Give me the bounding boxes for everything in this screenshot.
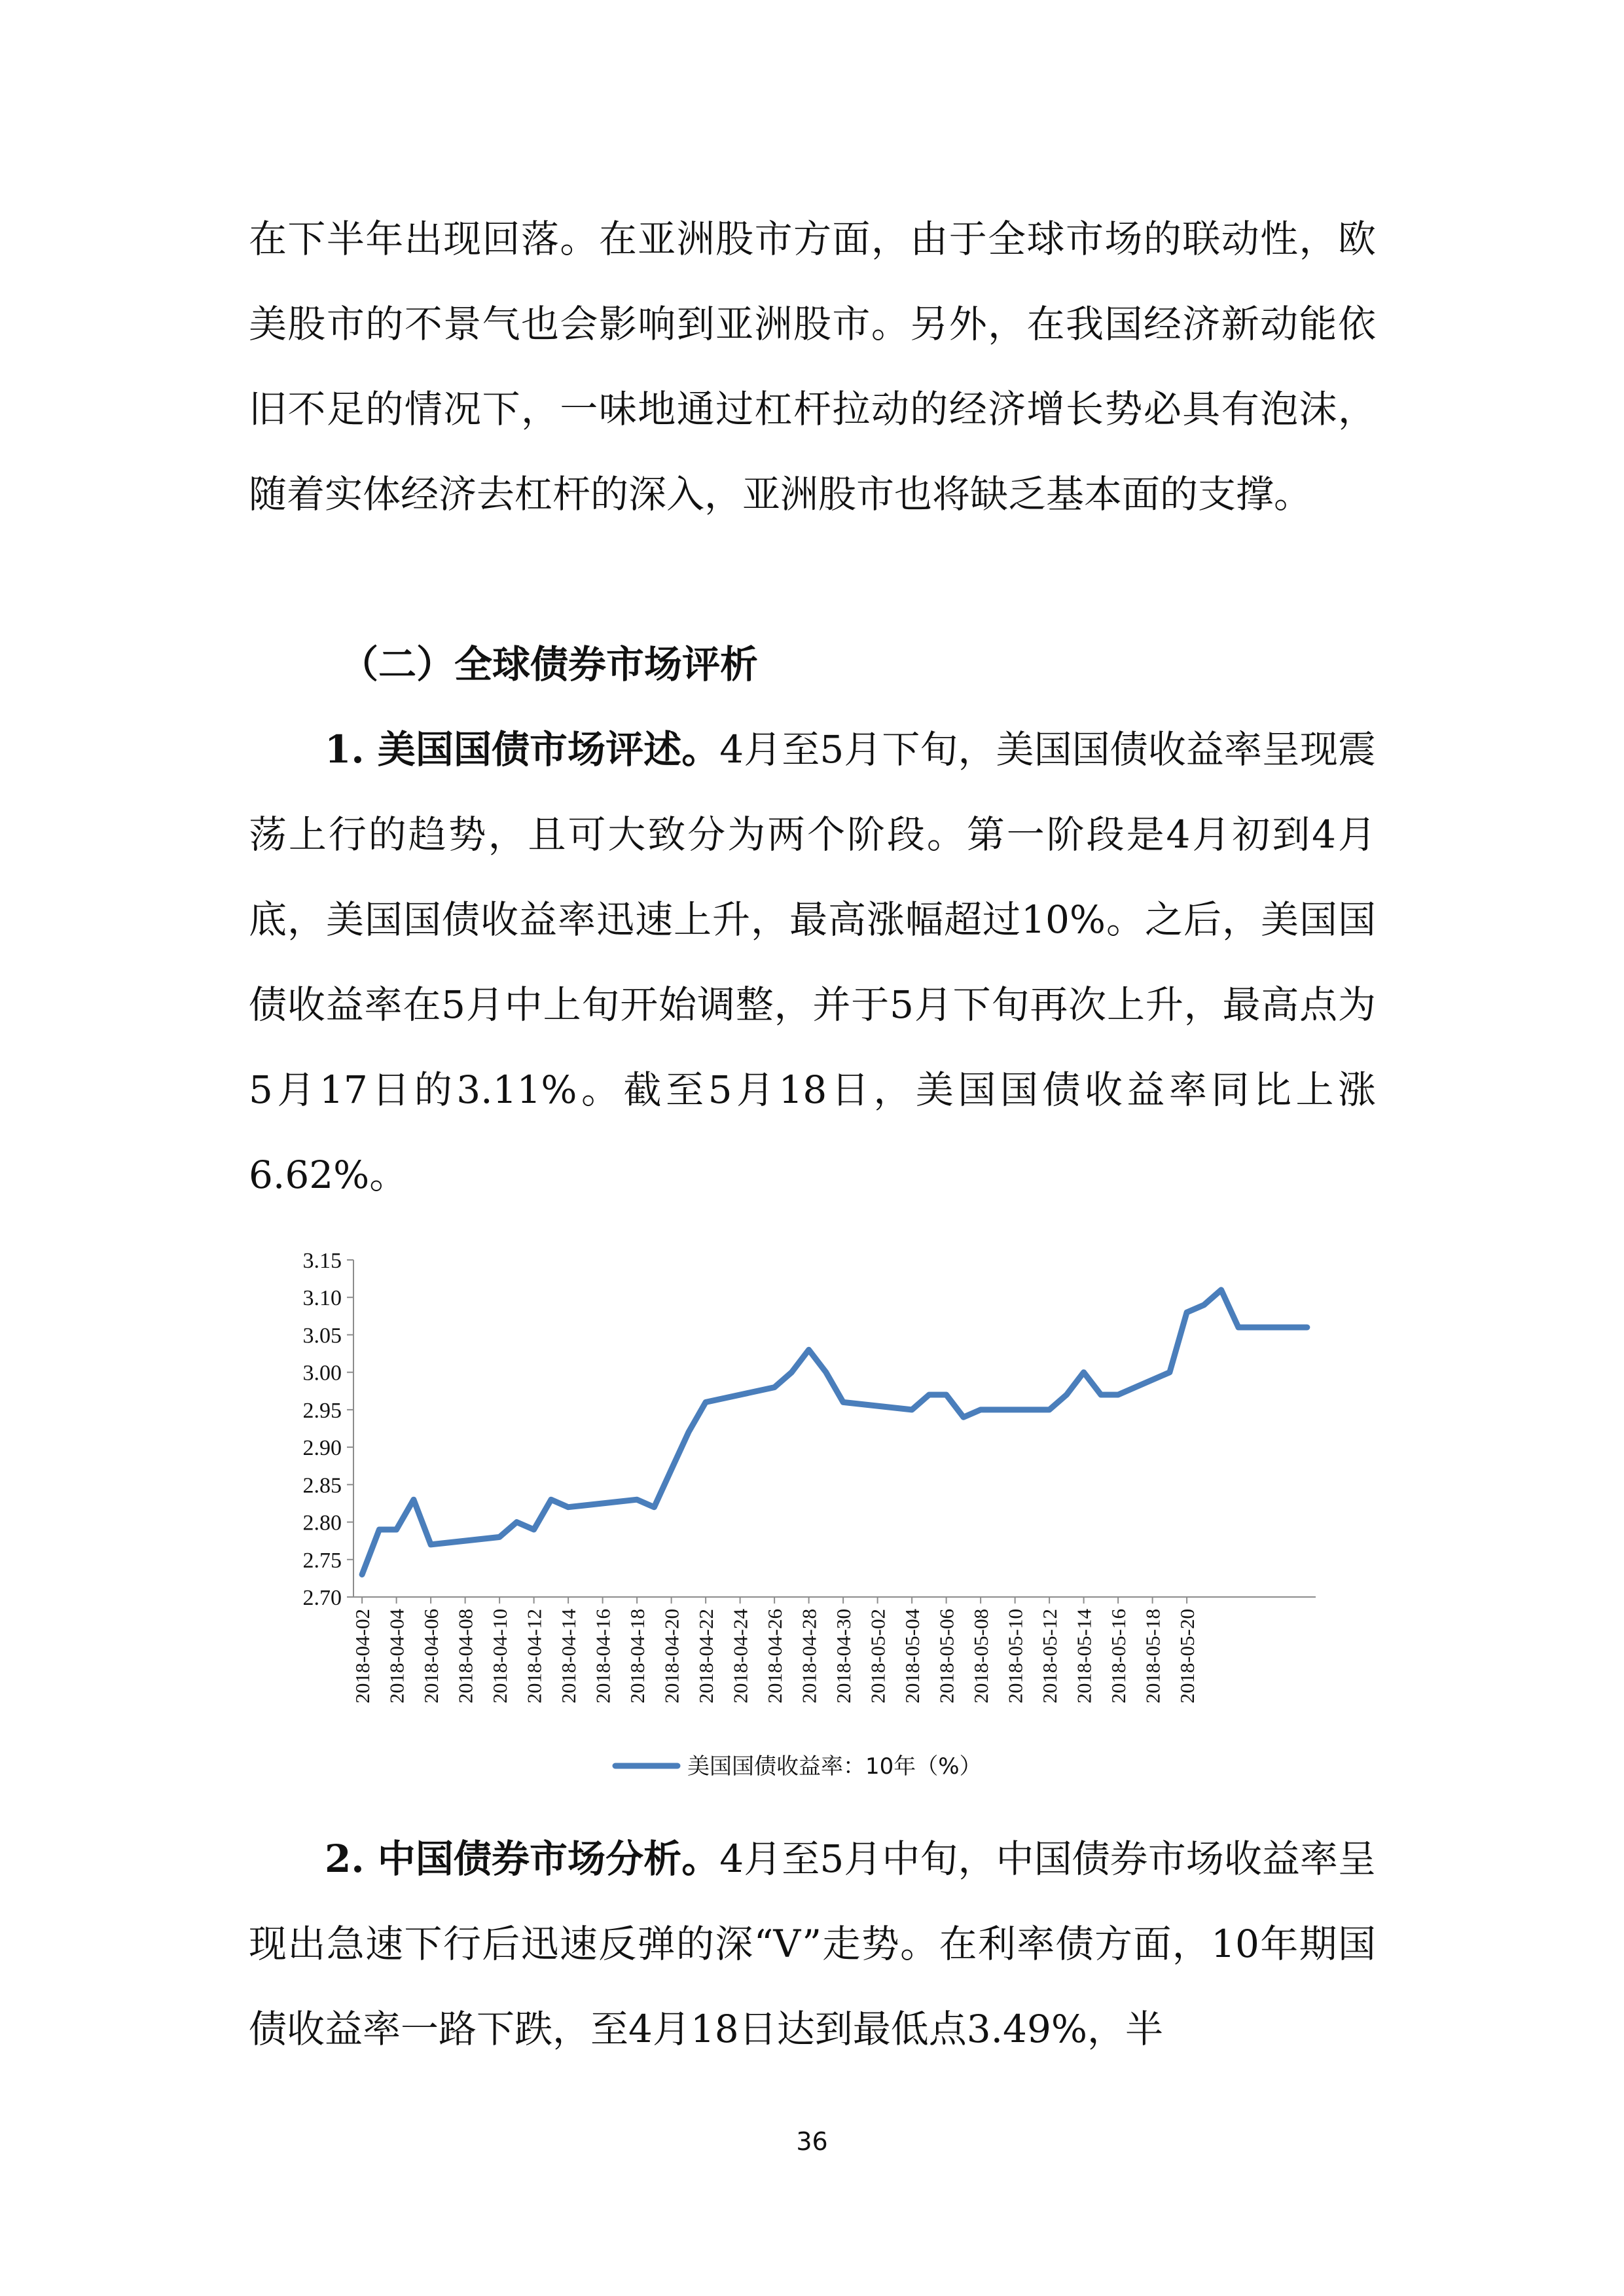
series-line (362, 1290, 1307, 1575)
x-tick-label: 2018-04-14 (557, 1609, 581, 1704)
x-tick-label: 2018-05-04 (901, 1609, 924, 1704)
x-tick-label: 2018-04-22 (695, 1609, 718, 1704)
x-tick-label: 2018-04-20 (660, 1609, 683, 1704)
x-tick-label: 2018-04-08 (454, 1609, 477, 1704)
paragraph-china-bond-lead: 2. 中国债券市场分析。 (325, 1837, 720, 1881)
data-point (843, 1402, 844, 1403)
y-tick-label: 2.70 (302, 1586, 342, 1610)
legend-label: 美国国债收益率：10年（%） (687, 1753, 982, 1780)
y-tick-label: 3.05 (302, 1323, 342, 1348)
y-tick-label: 3.10 (302, 1286, 342, 1311)
x-tick-label: 2018-04-02 (351, 1609, 374, 1704)
data-point (362, 1574, 363, 1575)
x-tick-label: 2018-05-10 (1003, 1609, 1027, 1704)
x-tick-label: 2018-04-16 (591, 1609, 615, 1704)
x-tick-label: 2018-05-18 (1141, 1609, 1164, 1704)
data-point (671, 1469, 672, 1470)
x-tick-label: 2018-04-10 (488, 1609, 512, 1704)
us-treasury-yield-chart (249, 1230, 1335, 1806)
paragraph-us-treasury-lead: 1. 美国国债市场评述。 (325, 727, 720, 772)
y-tick-label: 2.75 (302, 1548, 342, 1573)
y-tick-label: 2.85 (302, 1473, 342, 1498)
x-tick-label: 2018-05-20 (1176, 1609, 1199, 1704)
x-tick-label: 2018-04-28 (797, 1609, 821, 1704)
section-heading: （二）全球债券市场评析 (340, 642, 759, 687)
x-tick-label: 2018-04-04 (385, 1609, 408, 1704)
paragraph-us-treasury-body: 4月至5月下旬，美国国债收益率呈现震荡上行的趋势，且可大致分为两个阶段。第一阶段是4月初到4月底，美国国债收益率迅速上升，最高涨幅超过10%。之后，美国国债收益率在5月中上旬开始调整，并于5月下旬再次上升，最高点为5月17日的3.11%。截至5月18日，美国国债收益率同比上涨6.62%。 (249, 727, 1376, 1197)
x-tick-label: 2018-04-12 (522, 1609, 546, 1704)
x-tick-label: 2018-05-06 (935, 1609, 958, 1704)
paragraph-stock-market: 在下半年出现回落。在亚洲股市方面，由于全球市场的联动性，欧美股市的不景气也会影响到亚洲股市。另外，在我国经济新动能依旧不足的情况下，一味地通过杠杆拉动的经济增长势必具有泡沫，随着实体经济去杠杆的深入，亚洲股市也将缺乏基本面的支撑。 (249, 217, 1376, 516)
paragraph-china-bond (249, 1816, 1376, 2072)
y-tick-label: 3.00 (302, 1361, 342, 1386)
y-tick-label: 2.80 (302, 1511, 342, 1535)
x-tick-label: 2018-05-08 (969, 1609, 993, 1704)
y-tick-label: 2.95 (302, 1398, 342, 1423)
x-tick-label: 2018-05-14 (1072, 1609, 1096, 1704)
x-tick-label: 2018-05-02 (866, 1609, 890, 1704)
y-tick-label: 3.15 (302, 1249, 342, 1273)
data-point (774, 1387, 775, 1388)
data-point (1049, 1409, 1050, 1410)
data-point (963, 1417, 964, 1418)
x-tick-label: 2018-04-26 (763, 1609, 787, 1704)
x-tick-label: 2018-04-18 (626, 1609, 649, 1704)
data-point (413, 1499, 414, 1500)
data-point (550, 1499, 551, 1500)
x-tick-label: 2018-04-30 (832, 1609, 856, 1704)
x-tick-label: 2018-05-12 (1038, 1609, 1062, 1704)
paragraph-us-treasury (249, 707, 1376, 1217)
page-number: 36 (796, 2127, 828, 2156)
data-point (637, 1499, 638, 1500)
y-tick-label: 2.90 (302, 1436, 342, 1461)
x-tick-label: 2018-05-16 (1107, 1609, 1130, 1704)
x-tick-label: 2018-04-06 (420, 1609, 443, 1704)
x-tick-label: 2018-04-24 (729, 1609, 752, 1704)
data-point (688, 1432, 689, 1433)
paragraph-china-bond-body: 4月至5月中旬，中国债券市场收益率呈现出急速下行后迅速反弹的深“V”走势。在利率债方面，10年期国债收益率一路下跌，至4月18日达到最低点3.49%，半 (249, 1837, 1376, 2051)
